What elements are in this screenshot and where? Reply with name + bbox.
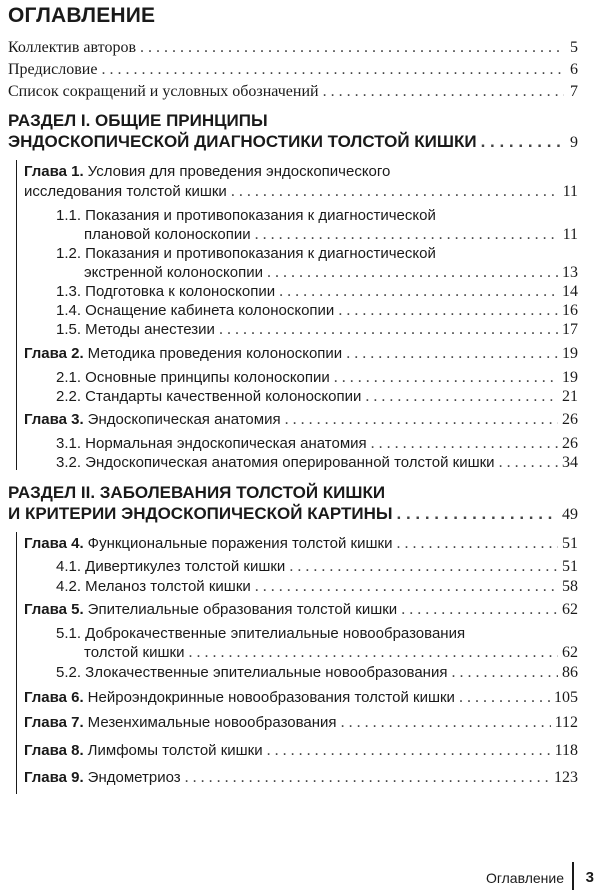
chapter-entry[interactable] (24, 344, 578, 364)
subsection-entry[interactable] (56, 282, 578, 302)
entry-page: 26 (562, 435, 578, 452)
subsection-entry[interactable] (84, 643, 578, 663)
subsection-entry[interactable] (56, 320, 578, 340)
entry-label: Список сокращений и условных обозначений (8, 83, 319, 100)
section-entry[interactable] (8, 504, 578, 525)
chapter-entry[interactable] (24, 600, 578, 620)
chapter-title: Лимфомы толстой кишки (87, 742, 263, 759)
chapter-title: Эндометриоз (87, 769, 181, 786)
subsection-title: 2.2. Стандарты качественной колоноскопии (56, 388, 362, 405)
running-footer-label: Оглавление (485, 870, 564, 886)
entry-page: 9 (570, 134, 578, 151)
section-heading: РАЗДЕЛ I. ОБЩИЕ ПРИНЦИПЫ (8, 111, 268, 130)
leader-dots (255, 225, 559, 245)
section-entry[interactable] (8, 132, 578, 153)
entry-page: 13 (562, 264, 578, 281)
leader-dots (499, 453, 558, 473)
chapter-label: Глава 7. (24, 714, 84, 731)
subsection-title: 3.2. Эндоскопическая анатомия оперированной толстой кишки (56, 454, 495, 471)
leader-dots (185, 768, 550, 788)
subsection-title-line: 5.1. Доброкачественные эпителиальные новообразования (56, 625, 466, 642)
entry-page: 6 (570, 61, 578, 78)
leader-dots (334, 368, 558, 388)
leader-dots (397, 504, 558, 524)
footer-divider (572, 862, 574, 890)
chapter-title: исследования толстой кишки (24, 183, 227, 200)
chapter-entry[interactable] (24, 534, 578, 554)
entry-page: 19 (562, 369, 578, 386)
subsection-entry[interactable] (84, 263, 578, 283)
chapter-title: Мезенхимальные новообразования (87, 714, 337, 731)
subsection-title: экстренной колоноскопии (84, 264, 263, 281)
leader-dots (365, 387, 558, 407)
entry-page: 17 (562, 321, 578, 338)
subsection-title-line: 1.2. Показания и противопоказания к диагностической (56, 245, 436, 262)
entry-page: 19 (562, 345, 578, 362)
subsection-entry[interactable] (56, 301, 578, 321)
entry-page: 105 (554, 689, 578, 706)
chapter-entry[interactable] (24, 741, 578, 761)
page-number: 3 (585, 869, 594, 886)
entry-page: 11 (562, 183, 578, 200)
toc-title: ОГЛАВЛЕНИЕ (8, 4, 156, 27)
section-title-line: ЭНДОСКОПИЧЕСКОЙ ДИАГНОСТИКИ ТОЛСТОЙ КИШКИ (8, 132, 477, 151)
entry-label: Предисловие (8, 61, 98, 78)
leader-dots (255, 577, 558, 597)
chapter-title: Функциональные поражения толстой кишки (87, 535, 393, 552)
leader-dots (267, 263, 558, 283)
chapter-label: Глава 8. (24, 742, 84, 759)
entry-page: 123 (554, 769, 578, 786)
section-title-line: И КРИТЕРИИ ЭНДОСКОПИЧЕСКОЙ КАРТИНЫ (8, 504, 393, 523)
leader-dots (267, 741, 551, 761)
chapter-title: Методика проведения колоноскопии (87, 345, 343, 362)
leader-dots (341, 713, 551, 733)
subsection-title: 4.1. Дивертикулез толстой кишки (56, 558, 286, 575)
chapter-entry[interactable] (24, 713, 578, 733)
leader-dots (279, 282, 558, 302)
leader-dots (289, 557, 558, 577)
entry-page: 16 (562, 302, 578, 319)
subsection-entry[interactable] (56, 434, 578, 454)
subsection-title: 2.1. Основные принципы колоноскопии (56, 369, 330, 386)
leader-dots (401, 600, 558, 620)
leader-dots (188, 643, 558, 663)
leader-dots (219, 320, 558, 340)
chapter-title: Эндоскопическая анатомия (87, 411, 281, 428)
entry-page: 7 (570, 83, 578, 100)
chapter-label: Глава 3. (24, 411, 84, 428)
leader-dots (371, 434, 558, 454)
chapter-title: Нейроэндокринные новообразования толстой кишки (87, 689, 455, 706)
leader-dots (451, 663, 558, 683)
entry-page: 51 (562, 558, 578, 575)
entry-page: 49 (562, 506, 578, 523)
subsection-entry[interactable] (56, 368, 578, 388)
leader-dots (231, 182, 559, 202)
subsection-title: 3.1. Нормальная эндоскопическая анатомия (56, 435, 367, 452)
chapter-title: Условия для проведения эндоскопического (87, 163, 391, 180)
chapter-label: Глава 4. (24, 535, 84, 552)
subsection-title: плановой колоноскопии (84, 226, 251, 243)
entry-page: 26 (562, 411, 578, 428)
subsection-entry[interactable] (56, 577, 578, 597)
subsection-entry[interactable] (56, 663, 578, 683)
leader-dots (140, 38, 564, 58)
chapter-entry[interactable] (24, 768, 578, 788)
entry-page: 11 (562, 226, 578, 243)
leader-dots (481, 132, 564, 152)
chapter-label: Глава 6. (24, 689, 84, 706)
entry-page: 118 (554, 742, 578, 759)
subsection-title: толстой кишки (84, 644, 185, 661)
subsection-title: 1.4. Оснащение кабинета колоноскопии (56, 302, 335, 319)
leader-dots (101, 60, 564, 80)
entry-page: 112 (554, 714, 578, 731)
subsection-entry[interactable] (56, 387, 578, 407)
toc-entry[interactable] (8, 82, 578, 102)
subsection-title: 1.5. Методы анестезии (56, 321, 215, 338)
leader-dots (285, 410, 558, 430)
leader-dots (323, 82, 564, 102)
chapter-label: Глава 9. (24, 769, 84, 786)
subsection-entry[interactable] (56, 453, 578, 473)
chapter-entry[interactable] (24, 182, 578, 202)
entry-page: 21 (562, 388, 578, 405)
entry-page: 51 (562, 535, 578, 552)
subsection-title: 5.2. Злокачественные эпителиальные новообразования (56, 664, 448, 681)
entry-page: 62 (562, 644, 578, 661)
entry-page: 14 (562, 283, 578, 300)
chapter-entry[interactable] (24, 688, 578, 708)
subsection-entry[interactable] (56, 557, 578, 577)
leader-dots (346, 344, 558, 364)
leader-dots (396, 534, 558, 554)
entry-page: 86 (562, 664, 578, 681)
entry-page: 62 (562, 601, 578, 618)
subsection-title-line: 1.1. Показания и противопоказания к диагностической (56, 207, 436, 224)
entry-label: Коллектив авторов (8, 39, 136, 56)
chapter-label: Глава 5. (24, 601, 84, 618)
leader-dots (338, 301, 558, 321)
leader-dots (459, 688, 550, 708)
section-heading: РАЗДЕЛ II. ЗАБОЛЕВАНИЯ ТОЛСТОЙ КИШКИ (8, 483, 386, 502)
subsection-entry[interactable] (84, 225, 578, 245)
chapter-title: Эпителиальные образования толстой кишки (87, 601, 398, 618)
entry-page: 5 (570, 39, 578, 56)
chapter-entry[interactable] (24, 410, 578, 430)
subsection-title: 1.3. Подготовка к колоноскопии (56, 283, 276, 300)
toc-entry[interactable] (8, 38, 578, 58)
subsection-title: 4.2. Меланоз толстой кишки (56, 578, 251, 595)
toc-entry[interactable] (8, 60, 578, 80)
chapter-label: Глава 1. (24, 163, 84, 180)
entry-page: 34 (562, 454, 578, 471)
entry-page: 58 (562, 578, 578, 595)
chapter-label: Глава 2. (24, 345, 84, 362)
chapter-title-line (24, 162, 390, 182)
